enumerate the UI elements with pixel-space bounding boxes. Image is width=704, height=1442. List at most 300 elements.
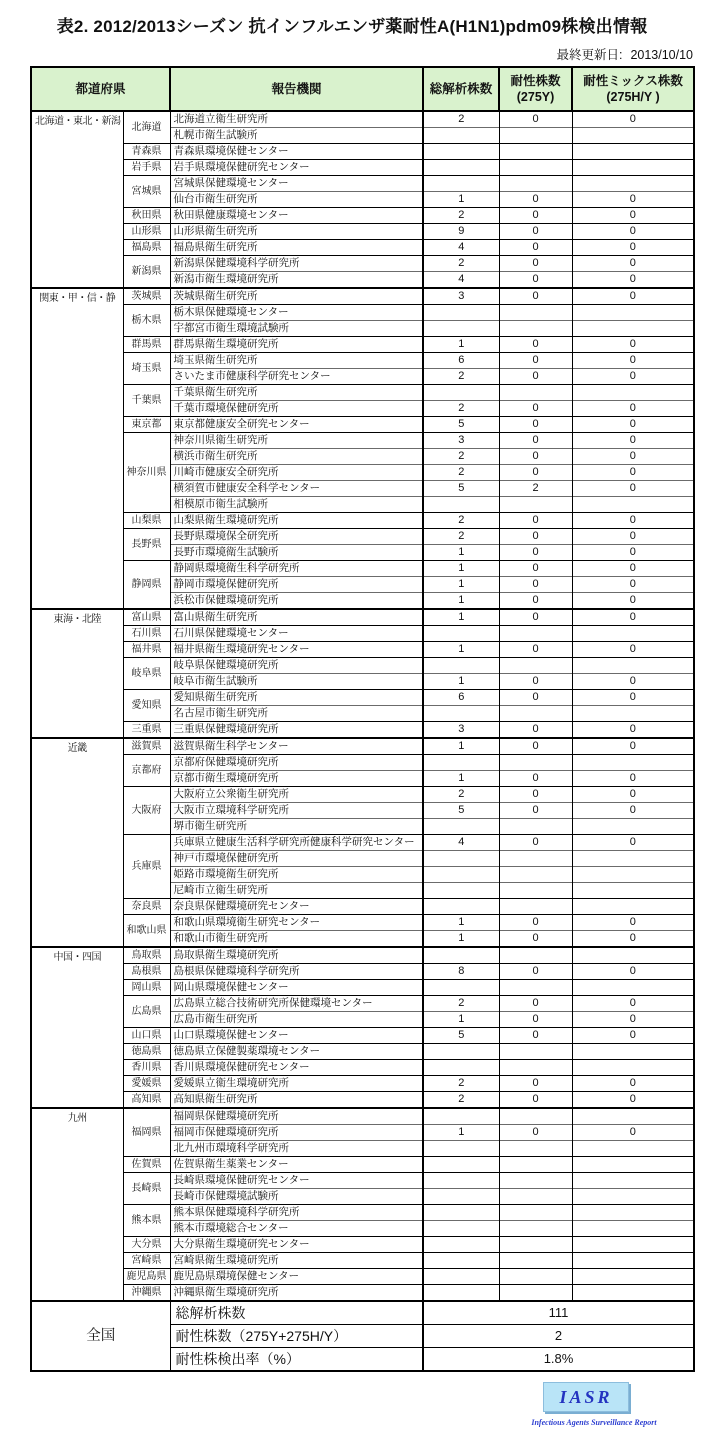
mix-count-cell (572, 1173, 694, 1189)
prefecture-cell: 鳥取県 (123, 947, 170, 964)
prefecture-cell: 高知県 (123, 1092, 170, 1109)
region-cell: 近畿 (31, 738, 123, 947)
resistant-count-cell: 0 (499, 337, 572, 353)
table-row (31, 417, 694, 433)
mix-count-cell: 0 (572, 803, 694, 819)
table-row (31, 964, 694, 980)
prefecture-cell: 愛知県 (123, 690, 170, 722)
prefecture-cell: 福岡県 (123, 1108, 170, 1157)
table-row (31, 899, 694, 915)
prefecture-cell: 三重県 (123, 722, 170, 739)
mix-count-cell: 0 (572, 465, 694, 481)
resistant-count-cell: 0 (499, 1125, 572, 1141)
prefecture-cell: 埼玉県 (123, 353, 170, 385)
table-row (31, 353, 694, 369)
table-row (31, 1157, 694, 1173)
total-count-cell: 1 (423, 593, 499, 610)
total-count-cell: 1 (423, 337, 499, 353)
header-mix-count (572, 67, 694, 111)
total-count-cell: 1 (423, 192, 499, 208)
resistant-count-cell (499, 1060, 572, 1076)
institution-cell: 川崎市健康安全研究所 (170, 465, 423, 481)
institution-cell: 大分県衛生環境研究センター (170, 1237, 423, 1253)
mix-count-cell (572, 385, 694, 401)
table-row (31, 1269, 694, 1285)
mix-count-cell: 0 (572, 224, 694, 240)
prefecture-cell: 香川県 (123, 1060, 170, 1076)
institution-cell: 大阪府立公衆衛生研究所 (170, 787, 423, 803)
footer (30, 1382, 693, 1427)
mix-count-cell (572, 160, 694, 176)
mix-count-cell: 0 (572, 449, 694, 465)
resistant-count-cell: 0 (499, 353, 572, 369)
total-count-cell (423, 819, 499, 835)
resistant-count-cell (499, 947, 572, 964)
institution-cell: 宮崎県衛生環境研究所 (170, 1253, 423, 1269)
table-row (31, 529, 694, 545)
resistant-count-cell: 0 (499, 577, 572, 593)
resistant-count-cell: 0 (499, 609, 572, 626)
institution-cell: 山口県環境保健センター (170, 1028, 423, 1044)
mix-count-cell (572, 851, 694, 867)
institution-cell: 和歌山県環境衛生研究センター (170, 915, 423, 931)
prefecture-cell: 愛媛県 (123, 1076, 170, 1092)
total-count-cell (423, 706, 499, 722)
resistant-count-cell: 0 (499, 738, 572, 755)
prefecture-cell: 徳島県 (123, 1044, 170, 1060)
total-count-cell: 5 (423, 481, 499, 497)
total-count-cell (423, 1253, 499, 1269)
resistant-count-cell (499, 1044, 572, 1060)
last-updated-value: 2013/10/10 (630, 48, 693, 62)
total-count-cell: 1 (423, 931, 499, 948)
institution-cell: 青森県環境保健センター (170, 144, 423, 160)
prefecture-cell: 福井県 (123, 642, 170, 658)
resistant-count-cell: 0 (499, 1076, 572, 1092)
mix-count-cell: 0 (572, 513, 694, 529)
prefecture-cell: 熊本県 (123, 1205, 170, 1237)
prefecture-cell: 島根県 (123, 964, 170, 980)
mix-count-cell (572, 819, 694, 835)
mix-count-cell: 0 (572, 690, 694, 706)
institution-cell: 秋田県健康環境センター (170, 208, 423, 224)
mix-count-cell: 0 (572, 240, 694, 256)
summary-row (31, 1301, 694, 1325)
resistant-count-cell (499, 176, 572, 192)
institution-cell: 鹿児島県環境保健センター (170, 1269, 423, 1285)
resistant-count-cell: 0 (499, 272, 572, 289)
mix-count-cell: 0 (572, 642, 694, 658)
mix-count-cell: 0 (572, 738, 694, 755)
mix-count-cell (572, 176, 694, 192)
table-row (31, 738, 694, 755)
institution-cell: 横浜市衛生研究所 (170, 449, 423, 465)
header-resistant-count (499, 67, 572, 111)
resistant-count-cell (499, 1189, 572, 1205)
header-line: (275H/Y ) (606, 90, 660, 104)
prefecture-cell: 福島県 (123, 240, 170, 256)
table-row (31, 658, 694, 674)
resistant-count-cell: 0 (499, 401, 572, 417)
prefecture-cell: 沖縄県 (123, 1285, 170, 1302)
prefecture-cell: 富山県 (123, 609, 170, 626)
total-count-cell: 2 (423, 513, 499, 529)
total-count-cell (423, 1141, 499, 1157)
prefecture-cell: 山形県 (123, 224, 170, 240)
table-row (31, 256, 694, 272)
prefecture-cell: 大分県 (123, 1237, 170, 1253)
total-count-cell: 2 (423, 256, 499, 272)
resistant-count-cell (499, 1205, 572, 1221)
table-row (31, 240, 694, 256)
resistant-count-cell: 0 (499, 192, 572, 208)
institution-cell: 横須賀市健康安全科学センター (170, 481, 423, 497)
region-cell: 中国・四国 (31, 947, 123, 1108)
table-row (31, 385, 694, 401)
prefecture-cell: 千葉県 (123, 385, 170, 417)
table-row (31, 947, 694, 964)
institution-cell: 新潟市衛生環境研究所 (170, 272, 423, 289)
prefecture-cell: 和歌山県 (123, 915, 170, 948)
mix-count-cell (572, 305, 694, 321)
prefecture-cell: 青森県 (123, 144, 170, 160)
table-row (31, 433, 694, 449)
total-count-cell (423, 883, 499, 899)
header-institution: 報告機関 (170, 67, 423, 111)
mix-count-cell: 0 (572, 369, 694, 385)
institution-cell: 長崎県環境保健研究センター (170, 1173, 423, 1189)
mix-count-cell: 0 (572, 593, 694, 610)
prefecture-cell: 鹿児島県 (123, 1269, 170, 1285)
total-count-cell: 6 (423, 353, 499, 369)
table-row (31, 208, 694, 224)
total-count-cell: 2 (423, 208, 499, 224)
resistant-count-cell (499, 899, 572, 915)
mix-count-cell (572, 1189, 694, 1205)
mix-count-cell: 0 (572, 192, 694, 208)
institution-cell: 浜松市保健環境研究所 (170, 593, 423, 610)
institution-cell: 岩手県環境保健研究センター (170, 160, 423, 176)
prefecture-cell: 岐阜県 (123, 658, 170, 690)
resistant-count-cell (499, 321, 572, 337)
resistant-count-cell: 0 (499, 240, 572, 256)
total-count-cell (423, 658, 499, 674)
table-row (31, 996, 694, 1012)
institution-cell: 沖縄県衛生環境研究所 (170, 1285, 423, 1302)
institution-cell: 尼崎市立衛生研究所 (170, 883, 423, 899)
total-count-cell: 4 (423, 272, 499, 289)
total-count-cell: 1 (423, 545, 499, 561)
institution-cell: 兵庫県立健康生活科学研究所健康科学研究センター (170, 835, 423, 851)
resistant-count-cell: 0 (499, 1028, 572, 1044)
last-updated-label: 最終更新日: (556, 48, 623, 62)
total-count-cell (423, 321, 499, 337)
total-count-cell (423, 899, 499, 915)
mix-count-cell: 0 (572, 481, 694, 497)
total-count-cell (423, 1285, 499, 1302)
table-row (31, 722, 694, 739)
total-count-cell: 1 (423, 915, 499, 931)
institution-cell: さいたま市健康科学研究センター (170, 369, 423, 385)
total-count-cell (423, 497, 499, 513)
prefecture-cell: 兵庫県 (123, 835, 170, 899)
prefecture-cell: 京都府 (123, 755, 170, 787)
table-row (31, 690, 694, 706)
resistant-count-cell: 0 (499, 111, 572, 128)
table-row (31, 288, 694, 305)
institution-cell: 広島県立総合技術研究所保健環境センター (170, 996, 423, 1012)
resistant-count-cell (499, 305, 572, 321)
total-count-cell: 2 (423, 465, 499, 481)
institution-cell: 佐賀県衛生薬業センター (170, 1157, 423, 1173)
total-count-cell: 5 (423, 1028, 499, 1044)
resistant-count-cell (499, 658, 572, 674)
institution-cell: 神奈川県衛生研究所 (170, 433, 423, 449)
total-count-cell: 3 (423, 288, 499, 305)
mix-count-cell: 0 (572, 722, 694, 739)
total-count-cell (423, 1269, 499, 1285)
header-line: (275Y) (516, 90, 555, 104)
table-row (31, 915, 694, 931)
resistant-count-cell (499, 385, 572, 401)
iasr-logo (543, 1382, 629, 1412)
table-row (31, 224, 694, 240)
table-row (31, 1253, 694, 1269)
institution-cell: 香川県環境保健研究センター (170, 1060, 423, 1076)
prefecture-cell: 茨城県 (123, 288, 170, 305)
institution-cell: 岐阜県保健環境研究所 (170, 658, 423, 674)
total-count-cell: 1 (423, 674, 499, 690)
resistant-count-cell: 0 (499, 449, 572, 465)
mix-count-cell (572, 980, 694, 996)
resistant-count-cell: 0 (499, 513, 572, 529)
total-count-cell: 2 (423, 996, 499, 1012)
total-count-cell: 2 (423, 449, 499, 465)
prefecture-cell: 長崎県 (123, 1173, 170, 1205)
total-count-cell (423, 1044, 499, 1060)
resistant-count-cell (499, 128, 572, 144)
mix-count-cell: 0 (572, 609, 694, 626)
total-count-cell (423, 1189, 499, 1205)
mix-count-cell: 0 (572, 545, 694, 561)
total-count-cell (423, 947, 499, 964)
table-row (31, 835, 694, 851)
table-row (31, 111, 694, 128)
header-line: 耐性ミックス株数 (583, 73, 683, 88)
total-count-cell (423, 128, 499, 144)
total-count-cell: 9 (423, 224, 499, 240)
mix-count-cell: 0 (572, 433, 694, 449)
total-count-cell: 1 (423, 577, 499, 593)
mix-count-cell: 0 (572, 353, 694, 369)
mix-count-cell (572, 899, 694, 915)
resistant-count-cell (499, 755, 572, 771)
institution-cell: 鳥取県衛生環境研究所 (170, 947, 423, 964)
mix-count-cell: 0 (572, 674, 694, 690)
region-cell: 九州 (31, 1108, 123, 1301)
resistant-count-cell (499, 1173, 572, 1189)
total-count-cell (423, 1205, 499, 1221)
mix-count-cell: 0 (572, 787, 694, 803)
mix-count-cell: 0 (572, 835, 694, 851)
mix-count-cell (572, 1269, 694, 1285)
table-row (31, 305, 694, 321)
resistant-count-cell: 0 (499, 915, 572, 931)
resistant-count-cell: 0 (499, 996, 572, 1012)
table-row (31, 1237, 694, 1253)
prefecture-cell: 栃木県 (123, 305, 170, 337)
mix-count-cell (572, 867, 694, 883)
resistant-count-cell: 0 (499, 1092, 572, 1109)
summary-label-cell: 耐性株検出率（%） (170, 1348, 423, 1372)
prefecture-cell: 北海道 (123, 111, 170, 144)
prefecture-cell: 宮城県 (123, 176, 170, 208)
resistant-count-cell: 0 (499, 771, 572, 787)
summary-value-cell: 111 (423, 1301, 694, 1325)
total-count-cell: 2 (423, 1092, 499, 1109)
table-row (31, 1044, 694, 1060)
institution-cell: 静岡県環境衛生科学研究所 (170, 561, 423, 577)
iasr-logo-text: IASR (559, 1386, 613, 1407)
institution-cell: 奈良県保健環境研究センター (170, 899, 423, 915)
institution-cell: 岡山県環境保健センター (170, 980, 423, 996)
table-row (31, 1028, 694, 1044)
header-total-count: 総解析株数 (423, 67, 499, 111)
institution-cell: 富山県衛生研究所 (170, 609, 423, 626)
institution-cell: 岐阜市衛生試験所 (170, 674, 423, 690)
mix-count-cell: 0 (572, 1092, 694, 1109)
table-row (31, 626, 694, 642)
summary-scope-cell: 全国 (31, 1301, 170, 1371)
resistant-count-cell (499, 1253, 572, 1269)
resistant-count-cell (499, 851, 572, 867)
total-count-cell: 1 (423, 738, 499, 755)
institution-cell: 愛知県衛生研究所 (170, 690, 423, 706)
resistant-count-cell: 0 (499, 256, 572, 272)
table-row (31, 513, 694, 529)
mix-count-cell: 0 (572, 288, 694, 305)
prefecture-cell: 奈良県 (123, 899, 170, 915)
institution-cell: 高知県衛生研究所 (170, 1092, 423, 1109)
prefecture-cell: 石川県 (123, 626, 170, 642)
institution-cell: 東京都健康安全研究センター (170, 417, 423, 433)
prefecture-cell: 宮崎県 (123, 1253, 170, 1269)
table-row (31, 1092, 694, 1109)
mix-count-cell (572, 144, 694, 160)
total-count-cell: 3 (423, 722, 499, 739)
summary-section (31, 1301, 694, 1371)
institution-cell: 長野市環境衛生試験所 (170, 545, 423, 561)
prefecture-cell: 山口県 (123, 1028, 170, 1044)
mix-count-cell (572, 658, 694, 674)
total-count-cell (423, 626, 499, 642)
resistant-count-cell: 0 (499, 1012, 572, 1028)
region-cell: 関東・甲・信・静 (31, 288, 123, 609)
resistant-count-cell: 2 (499, 481, 572, 497)
resistant-count-cell: 0 (499, 529, 572, 545)
mix-count-cell: 0 (572, 915, 694, 931)
institution-cell: 姫路市環境衛生研究所 (170, 867, 423, 883)
resistant-count-cell (499, 1285, 572, 1302)
resistant-count-cell (499, 883, 572, 899)
total-count-cell (423, 385, 499, 401)
institution-cell: 札幌市衛生試験所 (170, 128, 423, 144)
total-count-cell (423, 1221, 499, 1237)
institution-cell: 神戸市環境保健研究所 (170, 851, 423, 867)
prefecture-cell: 新潟県 (123, 256, 170, 289)
mix-count-cell (572, 755, 694, 771)
institution-cell: 長崎市保健環境試験所 (170, 1189, 423, 1205)
total-count-cell: 1 (423, 1125, 499, 1141)
total-count-cell: 4 (423, 835, 499, 851)
institution-cell: 大阪市立環境科学研究所 (170, 803, 423, 819)
institution-cell: 三重県保健環境研究所 (170, 722, 423, 739)
mix-count-cell (572, 626, 694, 642)
prefecture-cell: 山梨県 (123, 513, 170, 529)
resistant-count-cell (499, 497, 572, 513)
region-cell: 東海・北陸 (31, 609, 123, 738)
region-cell: 北海道・東北・新潟 (31, 111, 123, 288)
mix-count-cell (572, 883, 694, 899)
resistant-count-cell (499, 1157, 572, 1173)
institution-cell: 島根県保健環境科学研究所 (170, 964, 423, 980)
mix-count-cell (572, 321, 694, 337)
table-row (31, 1173, 694, 1189)
resistant-count-cell (499, 160, 572, 176)
total-count-cell: 1 (423, 771, 499, 787)
institution-cell: 北海道立衛生研究所 (170, 111, 423, 128)
total-count-cell: 4 (423, 240, 499, 256)
resistant-count-cell: 0 (499, 288, 572, 305)
table-row (31, 609, 694, 626)
total-count-cell (423, 144, 499, 160)
prefecture-cell: 神奈川県 (123, 433, 170, 513)
mix-count-cell (572, 1285, 694, 1302)
mix-count-cell: 0 (572, 208, 694, 224)
summary-value-cell: 1.8% (423, 1348, 694, 1372)
total-count-cell: 8 (423, 964, 499, 980)
institution-cell: 石川県保健環境センター (170, 626, 423, 642)
resistant-count-cell: 0 (499, 417, 572, 433)
mix-count-cell (572, 1205, 694, 1221)
summary-label-cell: 耐性株数（275Y+275H/Y） (170, 1325, 423, 1348)
prefecture-cell: 東京都 (123, 417, 170, 433)
table-row (31, 1060, 694, 1076)
total-count-cell (423, 867, 499, 883)
institution-cell: 千葉市環境保健研究所 (170, 401, 423, 417)
resistant-count-cell: 0 (499, 369, 572, 385)
prefecture-cell: 滋賀県 (123, 738, 170, 755)
institution-cell: 北九州市環境科学研究所 (170, 1141, 423, 1157)
institution-cell: 熊本市環境総合センター (170, 1221, 423, 1237)
institution-cell: 新潟県保健環境科学研究所 (170, 256, 423, 272)
mix-count-cell: 0 (572, 417, 694, 433)
table-row (31, 642, 694, 658)
mix-count-cell (572, 1141, 694, 1157)
resistant-count-cell: 0 (499, 545, 572, 561)
resistant-count-cell: 0 (499, 208, 572, 224)
total-count-cell: 1 (423, 609, 499, 626)
mix-count-cell (572, 1108, 694, 1125)
resistant-count-cell (499, 1108, 572, 1125)
institution-cell: 愛媛県立衛生環境研究所 (170, 1076, 423, 1092)
institution-cell: 京都府保健環境研究所 (170, 755, 423, 771)
mix-count-cell: 0 (572, 931, 694, 948)
prefecture-cell: 群馬県 (123, 337, 170, 353)
mix-count-cell (572, 706, 694, 722)
total-count-cell (423, 851, 499, 867)
table-row (31, 1205, 694, 1221)
